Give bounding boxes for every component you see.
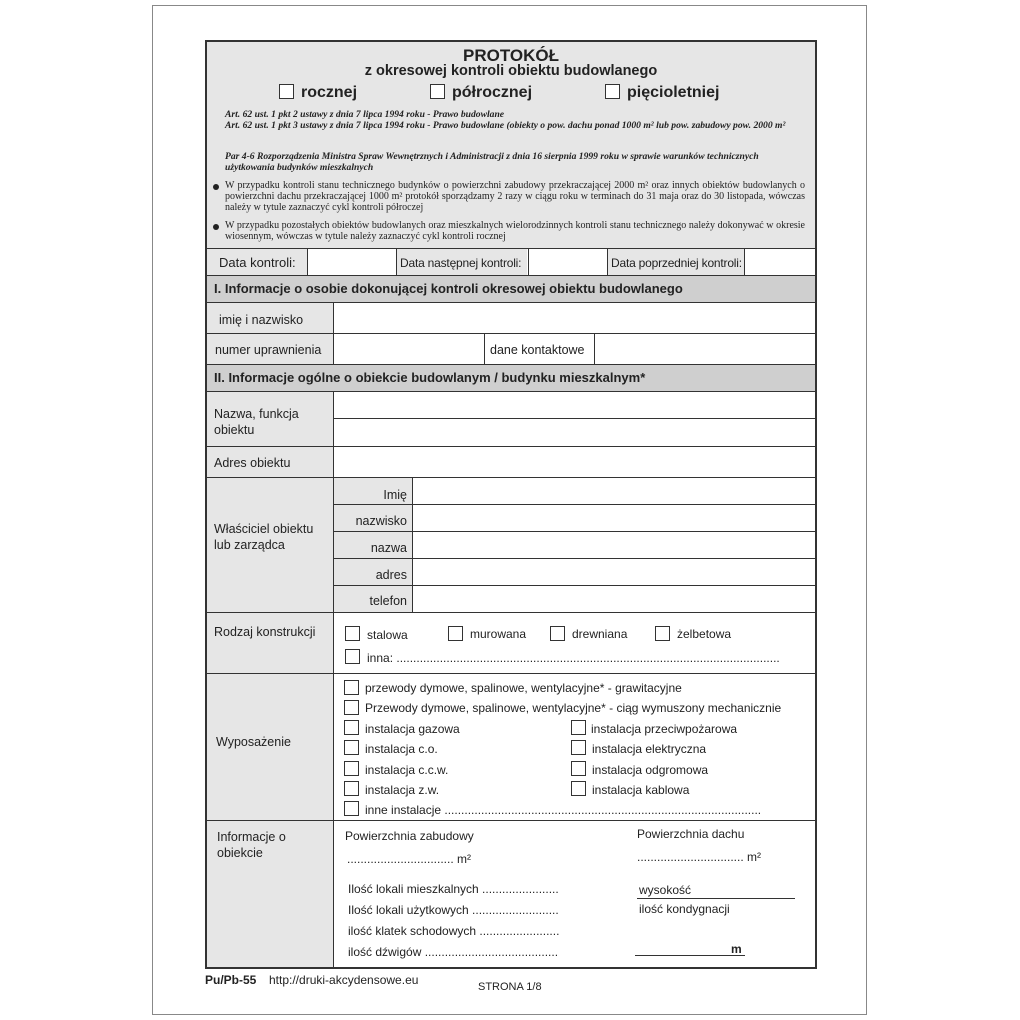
- height-field-line[interactable]: [637, 898, 795, 899]
- note-annual: W przypadku pozostałych obiektów budowlanych oraz mieszkalnych wielorodzinnych kontroli stanu technicznego należy dokonywać w okresie wiosennym, wówczas w tytule należy zaznaczyć cykl kontroli rocznej: [225, 220, 805, 242]
- equipment-gas-label: instalacja gazowa: [365, 722, 460, 736]
- owner-surname-field[interactable]: [413, 505, 815, 531]
- protocol-form: [205, 40, 817, 969]
- construction-wood-label: drewniana: [572, 627, 628, 641]
- bullet-icon: [213, 224, 219, 230]
- checkbox-wood[interactable]: [550, 626, 565, 641]
- checkbox-masonry[interactable]: [448, 626, 463, 641]
- section-1-title: I. Informacje o osobie dokonującej kontroli okresowej obiektu budowlanego: [207, 276, 815, 302]
- meter-unit: m: [731, 942, 742, 956]
- next-date-label: Data następnej kontroli:: [400, 256, 522, 270]
- owner-address-field[interactable]: [413, 559, 815, 585]
- storeys-label: ilość kondygnacji: [639, 902, 730, 916]
- contact-data-label: dane kontaktowe: [490, 343, 585, 357]
- option-annual-label: rocznej: [301, 84, 358, 101]
- checkbox-lightning[interactable]: [571, 761, 586, 776]
- equipment-heating-label: instalacja c.o.: [365, 742, 438, 756]
- option-semiannual-label: półrocznej: [452, 84, 533, 101]
- legal-basis-1: Art. 62 ust. 1 pkt 2 ustawy z dnia 7 lipca 1994 roku - Prawo budowlane: [225, 109, 505, 120]
- height-label: wysokość: [639, 883, 692, 897]
- owner-label: Właściciel obiektu lub zarządca: [214, 522, 314, 552]
- legal-basis-2: Art. 62 ust. 1 pkt 3 ustawy z dnia 7 lipca 1994 roku - Prawo budowlane (obiekty o pow. dachu ponad 1000 m² lub pow. zabudowy pow. 2000 m²: [225, 120, 786, 131]
- construction-masonry-label: murowana: [470, 627, 527, 641]
- commercial-units-field[interactable]: Ilość lokali użytkowych ..........................: [348, 903, 559, 917]
- publisher-url[interactable]: http://druki-akcydensowe.eu: [269, 973, 419, 987]
- owner-company-field[interactable]: [413, 532, 815, 558]
- section-2-title: II. Informacje ogólne o obiekcie budowlanym / budynku mieszkalnym*: [207, 365, 815, 391]
- form-subtitle: z okresowej kontroli obiektu budowlanego: [364, 63, 658, 79]
- bullet-icon: [213, 184, 219, 190]
- owner-first-name-field[interactable]: [413, 478, 815, 504]
- checkbox-cold-water[interactable]: [344, 781, 359, 796]
- next-date-field[interactable]: [529, 249, 607, 275]
- contact-data-field[interactable]: [595, 334, 815, 364]
- checkbox-electrical[interactable]: [571, 740, 586, 755]
- owner-address-label: adres: [375, 568, 407, 582]
- equipment-label: Wyposażenie: [216, 735, 291, 749]
- built-area-label: Powierzchnia zabudowy: [345, 829, 474, 843]
- equipment-hot-water-label: instalacja c.c.w.: [365, 763, 449, 777]
- checkbox-semiannual[interactable]: [430, 84, 445, 99]
- equipment-other-label[interactable]: inne instalacje ...............................................................................................: [365, 803, 762, 817]
- storeys-field-line[interactable]: [635, 955, 745, 956]
- checkbox-hot-water[interactable]: [344, 761, 359, 776]
- note-semiannual: W przypadku kontroli stanu technicznego budynków o powierzchni zabudowy przekraczającej 2000 m² oraz innych obiektów budowlanych o powierzchni dachu przekraczającej 1000 m² protokół sporządzamy 2 razy w ciągu roku w terminach do 31 maja oraz do 30 listopada, wówczas należy w tytule zaznaczyć cykl kontroli półroczej: [225, 180, 805, 213]
- inspector-name-field[interactable]: [334, 303, 815, 333]
- checkbox-ducts-gravity[interactable]: [344, 680, 359, 695]
- construction-steel-label: stalowa: [367, 628, 408, 642]
- construction-other-label[interactable]: inna: ...................................................................................................................: [367, 651, 780, 665]
- roof-area-label: Powierzchnia dachu: [637, 827, 745, 841]
- owner-surname-label: nazwisko: [355, 514, 407, 528]
- checkbox-other-construction[interactable]: [345, 649, 360, 664]
- legal-basis-3: Par 4-6 Rozporządzenia Ministra Spraw Wewnętrznych i Administracji z dnia 16 sierpnia 1999 roku w sprawie warunków technicznych użytkowania budynków mieszkalnych: [225, 151, 759, 173]
- object-name-label: Nazwa, funkcja obiektu: [214, 407, 299, 437]
- equipment-electrical-label: instalacja elektryczna: [592, 742, 707, 756]
- form-title: PROTOKÓŁ: [462, 46, 560, 65]
- checkbox-fire-protection[interactable]: [571, 720, 586, 735]
- checkbox-heating[interactable]: [344, 740, 359, 755]
- checkbox-reinforced-concrete[interactable]: [655, 626, 670, 641]
- control-date-label: Data kontroli:: [219, 255, 296, 270]
- owner-phone-label: telefon: [369, 594, 407, 608]
- construction-type-label: Rodzaj konstrukcji: [214, 625, 316, 639]
- equipment-lightning-label: instalacja odgromowa: [592, 763, 709, 777]
- checkbox-ducts-mechanical[interactable]: [344, 700, 359, 715]
- equipment-cable-label: instalacja kablowa: [592, 783, 690, 797]
- checkbox-gas[interactable]: [344, 720, 359, 735]
- checkbox-other-installations[interactable]: [344, 801, 359, 816]
- owner-company-label: nazwa: [370, 541, 407, 555]
- section-2-label-column: [207, 392, 333, 969]
- owner-phone-field[interactable]: [413, 586, 815, 612]
- roof-area-field[interactable]: ................................ m²: [637, 850, 762, 864]
- equipment-cold-water-label: instalacja z.w.: [365, 783, 440, 797]
- checkbox-cable[interactable]: [571, 781, 586, 796]
- object-address-label: Adres obiektu: [214, 456, 291, 470]
- owner-first-name-label: Imię: [383, 488, 407, 502]
- built-area-field[interactable]: ................................ m²: [347, 852, 472, 866]
- equipment-ducts-gravity-label: przewody dymowe, spalinowe, wentylacyjne* - grawitacyjne: [365, 681, 682, 695]
- construction-reinforced-concrete-label: żelbetowa: [677, 627, 732, 641]
- elevators-field[interactable]: ilość dźwigów ........................................: [348, 945, 559, 959]
- control-date-field[interactable]: [308, 249, 396, 275]
- form-code: Pu/Pb-55: [205, 973, 257, 987]
- license-number-field[interactable]: [334, 334, 484, 364]
- form-header: [207, 42, 815, 249]
- residential-units-field[interactable]: Ilość lokali mieszkalnych .......................: [348, 882, 559, 896]
- option-five-year-label: pięcioletniej: [627, 84, 720, 101]
- previous-date-label: Data poprzedniej kontroli:: [611, 256, 742, 270]
- checkbox-steel[interactable]: [345, 626, 360, 641]
- staircases-field[interactable]: ilość klatek schodowych ........................: [348, 924, 560, 938]
- inspector-name-label: imię i nazwisko: [219, 313, 304, 327]
- object-function-field[interactable]: [334, 419, 815, 446]
- checkbox-five-year[interactable]: [605, 84, 620, 99]
- object-name-field[interactable]: [334, 392, 815, 418]
- page-number: STRONA 1/8: [478, 981, 542, 993]
- license-number-label: numer uprawnienia: [215, 343, 322, 357]
- checkbox-annual[interactable]: [279, 84, 294, 99]
- object-address-field[interactable]: [334, 447, 815, 477]
- equipment-fire-protection-label: instalacja przeciwpożarowa: [591, 722, 738, 736]
- previous-date-field[interactable]: [745, 249, 815, 275]
- object-info-label: Informacje o obiekcie: [217, 830, 286, 860]
- equipment-ducts-mechanical-label: Przewody dymowe, spalinowe, wentylacyjne* - ciąg wymuszony mechanicznie: [365, 701, 782, 715]
